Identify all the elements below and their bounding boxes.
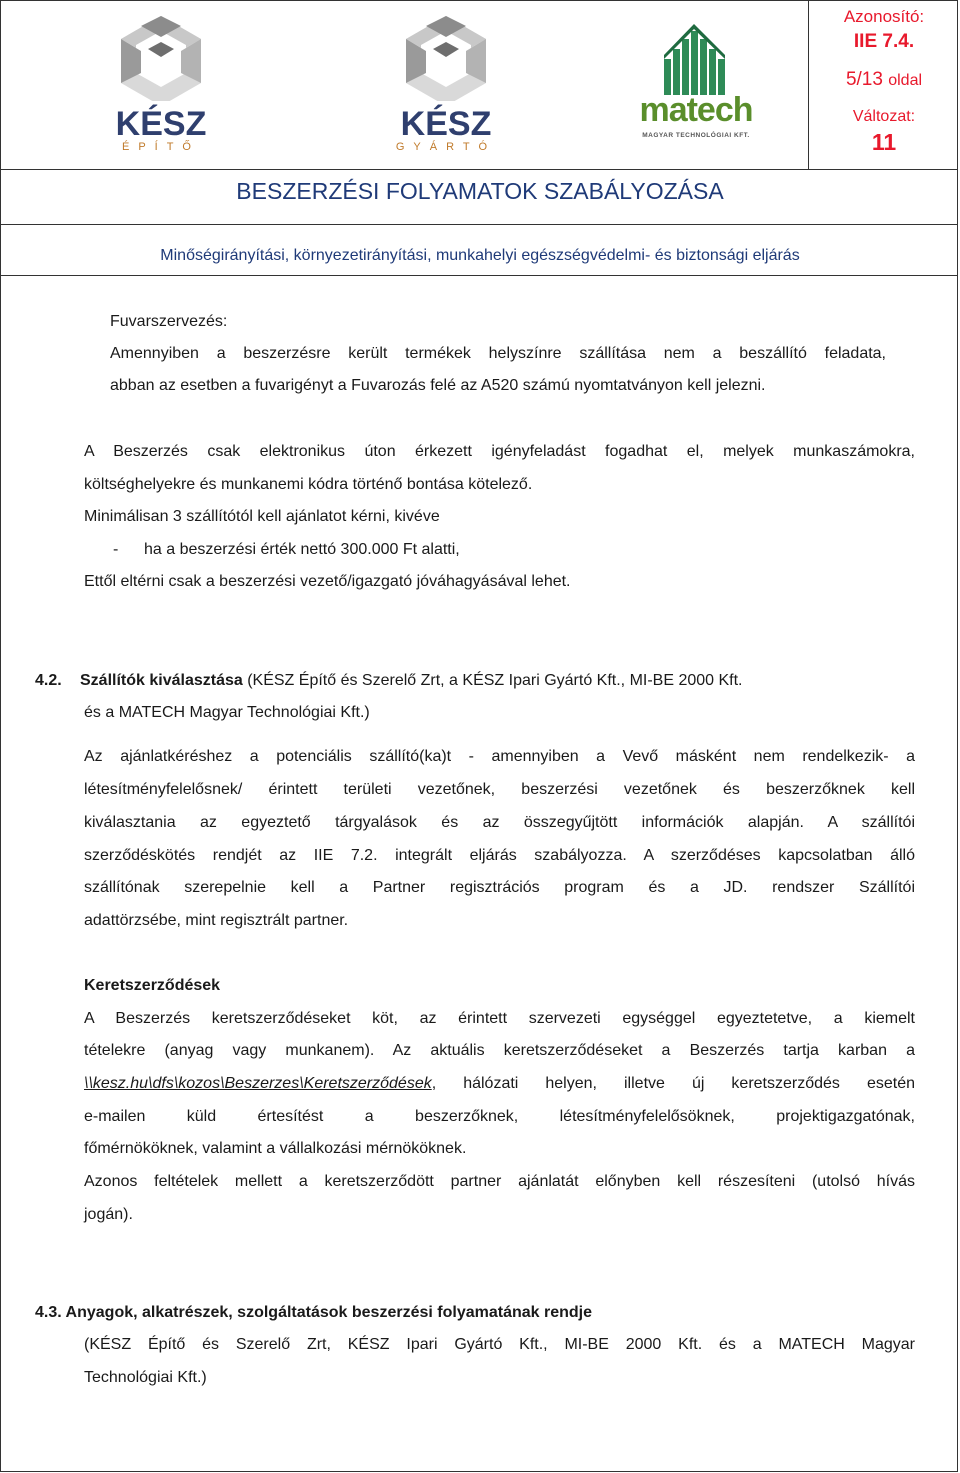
id-label: Azonosító: [843,7,925,26]
id-value: IIE 7.4. [853,31,915,52]
kesz-cube-icon [86,11,236,101]
matech-subtext: MAGYAR TECHNOLÓGIAI KFT. [642,132,750,139]
paragraph-line: létesítményfelelősnek/ érintett területi vezetőnek, beszerzési vezetőnek és beszerzőknek kell [84,781,915,798]
paragraph-line: Az ajánlatkéréshez a potenciális szállító(ka)t - amennyiben a Vevő másként nem rendelkezik- a [84,748,915,765]
section-heading: 4.3. Anyagok, alkatrészek, szolgáltatások beszerzési folyamatának rendje [35,1304,592,1321]
document-header [0,0,958,276]
page-counter [809,69,959,91]
paragraph-line: jogán). [84,1206,133,1223]
version-label: Változat: [852,108,916,125]
header-divider-2 [1,224,957,225]
section-number: 4.2. [35,672,62,689]
paragraph-line: költséghelyekre és munkanemi kódra történő bontása kötelező. [84,476,533,493]
fuvarszervezes-heading: Fuvarszervezés: [110,313,228,330]
paragraph-line: adattörzsébe, mint regisztrált partner. [84,912,349,929]
document-subtitle: Minőségirányítási, környezetirányítási, munkahelyi egészségvédelmi- és biztonsági eljárás [160,247,800,264]
bullet-dash: - [113,541,119,558]
paragraph-line: A Beszerzés csak elektronikus úton érkezett igényfeladást fogadhat el, melyek munkaszámokra, [84,443,915,460]
keretszerzodesek-heading: Keretszerződések [84,977,221,994]
network-path-link[interactable]: \\kesz.hu\dfs\kozos\Beszerzes\Keretszerződések [84,1075,432,1092]
paragraph-line: Ettől eltérni csak a beszerzési vezető/igazgató jóváhagyásával lehet. [84,573,571,590]
matech-wordmark: matech [639,91,753,129]
paragraph-line [84,1074,915,1094]
paragraph-line: Minimálisan 3 szállítótól kell ajánlatot kérni, kivéve [84,508,440,525]
kesz-cube-icon [371,11,521,101]
paragraph-text: , hálózati helyen, illetve új keretszerződés esetén [431,1075,915,1092]
page-word: oldal [888,72,923,89]
kesz-gyarto-subtext: GYÁRTÓ [395,141,497,153]
section-heading-line2: és a MATECH Magyar Technológiai Kft.) [84,704,370,721]
section-heading-bold: Szállítók kiválasztása [80,672,243,689]
paragraph-line: Amennyiben a beszerzésre került termékek helyszínre szállítása nem a beszállító feladata, [110,345,886,362]
header-divider-1 [1,169,957,170]
paragraph-line: Technológiai Kft.) [84,1369,207,1386]
kesz-epito-subtext: ÉPÍTŐ [121,141,200,153]
paragraph-line: tételekre (anyag vagy munkanem). Az aktuális keretszerződéseket a Beszerzés tartja karban a [84,1042,915,1059]
section-heading [80,671,743,691]
paragraph-line: Azonos feltételek mellett a keretszerződött partner ajánlatát előnyben kell részesíteni (utolsó hívás [84,1173,915,1190]
paragraph-line: szállítónak szerepelnie kell a Partner regisztrációs program és a JD. rendszer Szállítói [84,879,915,896]
document-title: BESZERZÉSI FOLYAMATOK SZABÁLYOZÁSA [236,178,724,204]
paragraph-line: szerződéskötés rendjét az IIE 7.2. integrált eljárás szabályozza. A szerződéses kapcsolatban álló [84,847,915,864]
section-heading-rest: (KÉSZ Építő és Szerelő Zrt, a KÉSZ Ipari Gyártó Kft., MI-BE 2000 Kft. [242,672,743,689]
kesz-epito-logo [86,11,236,161]
bullet-item: ha a beszerzési érték nettó 300.000 Ft alatti, [144,541,460,558]
page-number: 5/13 [845,69,883,90]
paragraph-line: A Beszerzés keretszerződéseket köt, az érintett szervezeti egységgel egyeztetetve, a kiemelt [84,1010,915,1027]
document-id-box [809,1,959,169]
paragraph-line: kiválasztania az egyeztető tárgyalások és az összegyűjtött információk alapján. A szállítói [84,814,915,831]
matech-logo [621,11,771,161]
paragraph-line: abban az esetben a fuvarigényt a Fuvarozás felé az A520 számú nyomtatványon kell jelezni. [110,377,766,394]
kesz-gyarto-wordmark: KÉSZ [400,105,492,143]
paragraph-line: e-mailen küld értesítést a beszerzőknek, létesítményfelelősöknek, projektigazgatónak, [84,1108,915,1125]
paragraph-line: főmérnököknek, valamint a vállalkozási mérnököknek. [84,1140,467,1157]
version-value: 11 [871,129,897,155]
kesz-epito-wordmark: KÉSZ [115,105,207,143]
paragraph-line: (KÉSZ Építő és Szerelő Zrt, KÉSZ Ipari Gyártó Kft., MI-BE 2000 Kft. és a MATECH Magyar [84,1336,915,1353]
matech-building-icon [621,11,771,101]
kesz-gyarto-logo [371,11,521,161]
